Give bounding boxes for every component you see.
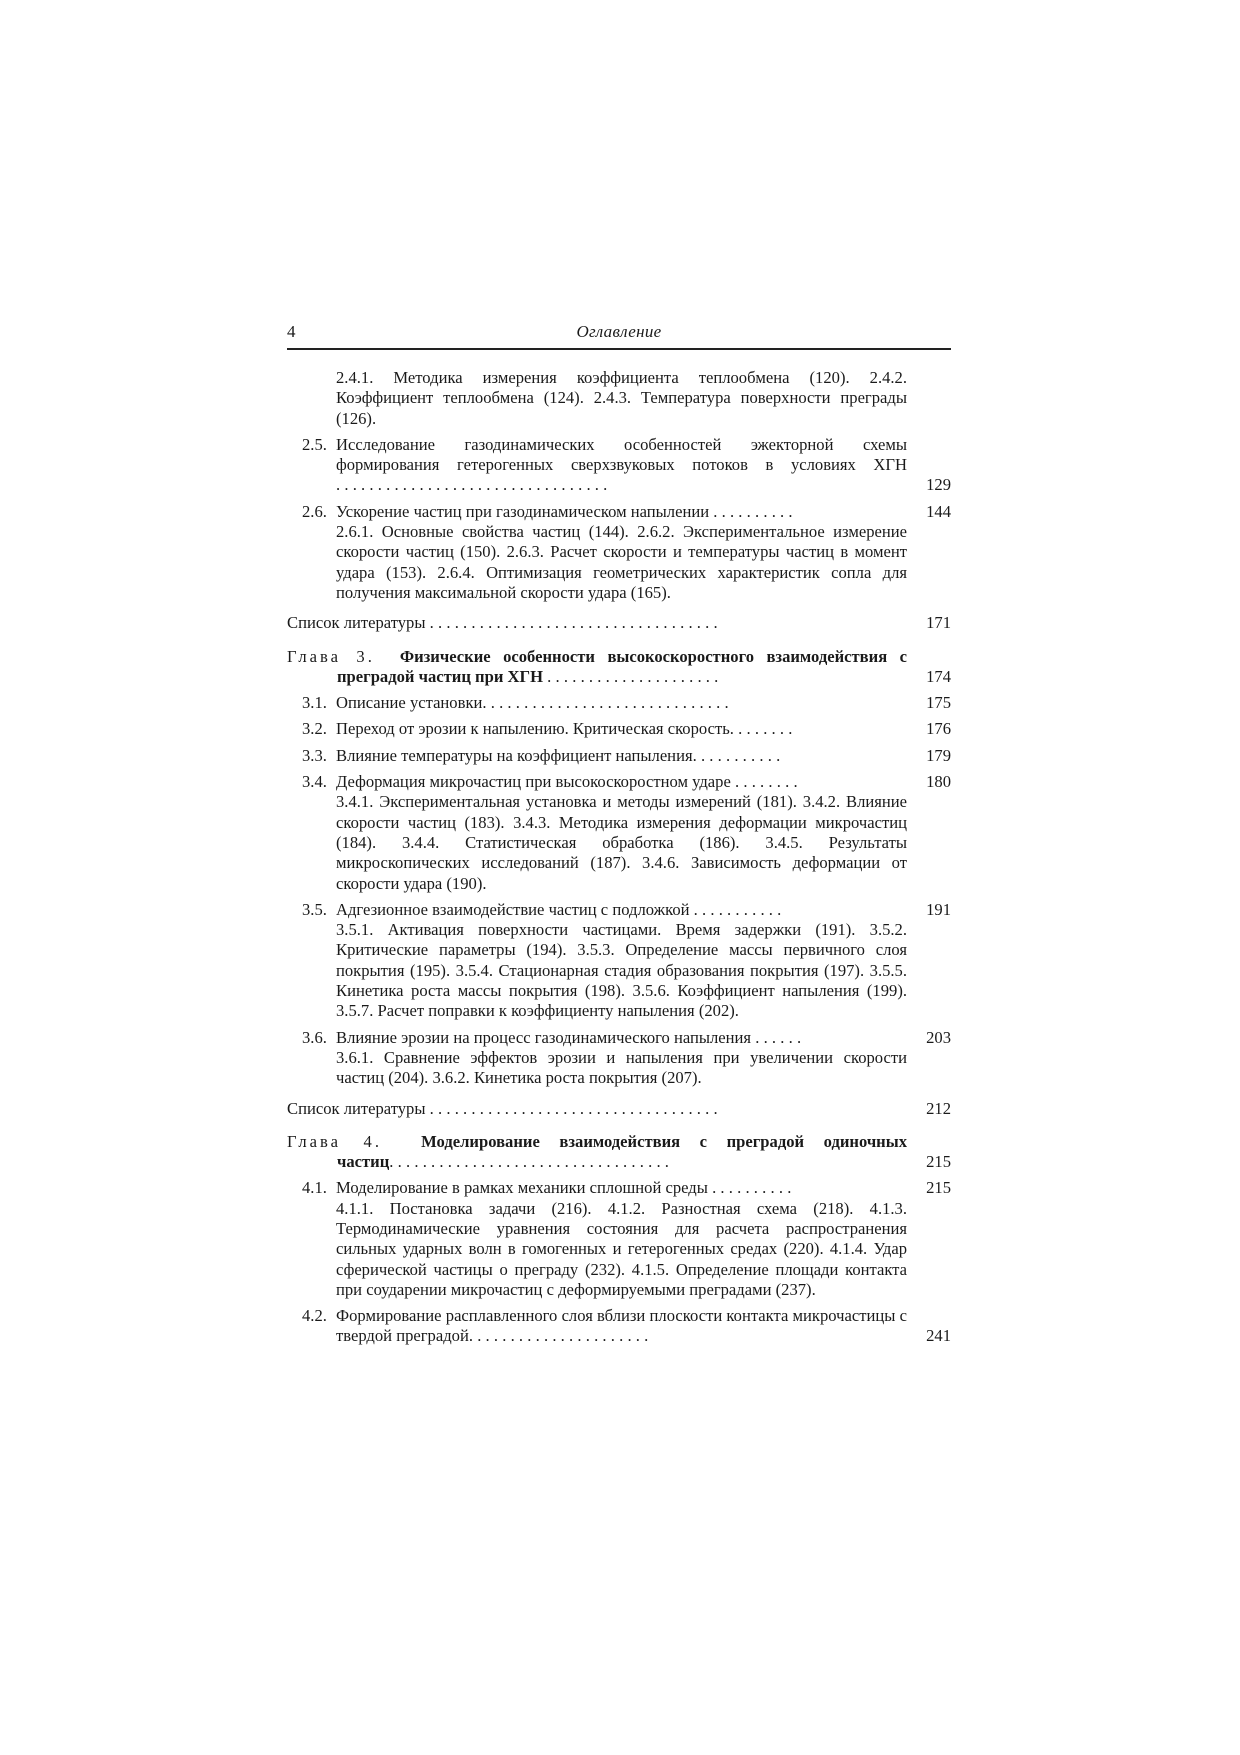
toc-page-number: 215 (926, 1178, 951, 1198)
chapter-label: Глава 4. (287, 1131, 382, 1151)
toc-page-number: 176 (926, 719, 951, 739)
table-of-contents (287, 368, 951, 1347)
toc-page-number: 179 (926, 745, 951, 765)
toc-chapter-3[interactable]: Глава 3. Физические особенности высокоскоростного взаимодействия с преградой частиц при ХГН ..................... 174 (287, 646, 951, 686)
toc-entry-3-5[interactable]: 3.5. Адгезионное взаимодействие частиц с подложкой ........... 191 (302, 899, 951, 919)
toc-entry-3-4[interactable]: 3.4. Деформация микрочастиц при высокоскоростном ударе ........ 180 (302, 772, 951, 792)
toc-subsections-4-1: 4.1.1. Постановка задачи (216). 4.1.2. Разностная схема (218). 4.1.3. Термодинамические уравнения состояния для расчета распространения сильных ударных волн в гомогенных и гетерогенных средах (220). 4.1.4. Удар сферической частицы о преграду (232). 4.1.5. Определение площади контакта при соударении микрочастиц с деформируемыми преградами (237). (336, 1198, 907, 1299)
page-header (287, 322, 951, 350)
toc-entry-4-1[interactable]: 4.1. Моделирование в рамках механики сплошной среды .......... 215 (302, 1178, 951, 1198)
toc-entry-title: Ускорение частиц при газодинамическом напылении (336, 501, 710, 521)
toc-page-number: 191 (926, 899, 951, 919)
toc-page-number: 215 (926, 1152, 951, 1172)
toc-subsections-2-4: 2.4.1. Методика измерения коэффициента теплообмена (120). 2.4.2. Коэффициент теплообмена (124). 2.4.3. Температура поверхности преграды (126). (336, 368, 907, 428)
toc-page-number: 241 (926, 1326, 951, 1346)
toc-entry-number: 2.5. (302, 434, 327, 454)
toc-entry-title: Моделирование в рамках механики сплошной среды (336, 1178, 708, 1198)
toc-entry-2-5[interactable]: 2.5. Исследование газодинамических особенностей эжекторной схемы формирования гетерогенных сверхзвуковых потоков в условиях ХГН ................................. 129 (302, 434, 951, 495)
toc-entry-title: Адгезионное взаимодействие частиц с подложкой (336, 899, 690, 919)
toc-chapter-4[interactable]: Глава 4. Моделирование взаимодействия с преградой одиночных частиц.................................. 215 (287, 1131, 951, 1172)
toc-entry-title: Список литературы (287, 613, 426, 633)
toc-entry-number: 3.6. (302, 1027, 327, 1047)
toc-subsections-3-4: 3.4.1. Экспериментальная установка и методы измерений (181). 3.4.2. Влияние скорости частиц (183). 3.4.3. Методика измерения деформации микрочастиц (184). 3.4.4. Статистическая обработка (186). 3.4.5. Результаты микроскопических исследований (187). 3.4.6. Зависимость деформации от скорости удара (190). (336, 792, 907, 893)
toc-page-number: 144 (926, 501, 951, 521)
toc-entry-title: Формирование расплавленного слоя вблизи плоскости контакта микрочастицы с твердой преградой (336, 1306, 907, 1346)
toc-entry-references-2[interactable]: Список литературы ................................... 171 (287, 613, 951, 633)
toc-entry-4-2[interactable]: 4.2. Формирование расплавленного слоя вблизи плоскости контакта микрочастицы с твердой преградой...................... 241 (302, 1306, 951, 1346)
page-number: 4 (287, 322, 296, 341)
toc-entry-title: Список литературы (287, 1098, 426, 1118)
toc-page-number: 175 (926, 693, 951, 713)
toc-entry-number: 3.4. (302, 772, 327, 792)
toc-entry-number: 4.1. (302, 1178, 327, 1198)
toc-entry-number: 3.5. (302, 899, 327, 919)
toc-subsections-2-6: 2.6.1. Основные свойства частиц (144). 2.6.2. Экспериментальное измерение скорости частиц (150). 2.6.3. Расчет скорости и температуры частиц в момент удара (153). 2.6.4. Оптимизация геометрических характеристик сопла для получения максимальной скорости удара (165). (336, 522, 907, 602)
toc-entry-title: Влияние температуры на коэффициент напыления (336, 745, 693, 765)
toc-page-number: 180 (926, 772, 951, 792)
toc-entry-3-6[interactable]: 3.6. Влияние эрозии на процесс газодинамического напыления ...... 203 (302, 1027, 951, 1047)
chapter-title: Физические особенности высокоскоростного взаимодействия с преградой частиц при ХГН (337, 646, 907, 686)
toc-entry-title: Переход от эрозии к напылению. Критическая скорость (336, 719, 730, 739)
toc-page-number: 174 (926, 666, 951, 686)
toc-entry-number: 3.3. (302, 745, 327, 765)
chapter-title: Моделирование взаимодействия с преградой одиночных частиц (337, 1131, 907, 1172)
toc-entry-number: 3.2. (302, 719, 327, 739)
toc-entry-number: 4.2. (302, 1306, 327, 1326)
chapter-label: Глава 3. (287, 646, 375, 666)
toc-entry-3-3[interactable]: 3.3. Влияние температуры на коэффициент напыления........... 179 (302, 745, 951, 765)
toc-page-number: 203 (926, 1027, 951, 1047)
toc-entry-title: Исследование газодинамических особенностей эжекторной схемы формирования гетерогенных сверхзвуковых потоков в условиях ХГН (336, 434, 907, 475)
toc-entry-number: 3.1. (302, 693, 327, 713)
toc-subsections-3-6: 3.6.1. Сравнение эффектов эрозии и напыления при увеличении скорости частиц (204). 3.6.2. Кинетика роста покрытия (207). (336, 1047, 907, 1088)
toc-entry-title: Деформация микрочастиц при высокоскоростном ударе (336, 772, 731, 792)
toc-entry-title: Влияние эрозии на процесс газодинамического напыления (336, 1027, 752, 1047)
toc-page-number: 212 (926, 1098, 951, 1118)
toc-entry-2-6[interactable]: 2.6. Ускорение частиц при газодинамическом напылении .......... 144 (302, 501, 951, 521)
toc-entry-references-3[interactable]: Список литературы ................................... 212 (287, 1098, 951, 1118)
toc-subsections-3-5: 3.5.1. Активация поверхности частицами. Время задержки (191). 3.5.2. Критические параметры (194). 3.5.3. Определение массы первичного слоя покрытия (195). 3.5.4. Стационарная стадия образования покрытия (197). 3.5.5. Кинетика роста массы покрытия (198). 3.5.6. Коэффициент напыления (199). 3.5.7. Расчет поправки к коэффициенту напыления (202). (336, 920, 907, 1021)
toc-entry-title: Описание установки (336, 693, 483, 713)
toc-entry-3-2[interactable]: 3.2. Переход от эрозии к напылению. Критическая скорость........ 176 (302, 719, 951, 739)
toc-entry-number: 2.6. (302, 501, 327, 521)
toc-page-number: 171 (926, 613, 951, 633)
toc-entry-3-1[interactable]: 3.1. Описание установки.............................. 175 (302, 693, 951, 713)
running-title: Оглавление (576, 322, 662, 341)
toc-page-number: 129 (926, 475, 951, 495)
